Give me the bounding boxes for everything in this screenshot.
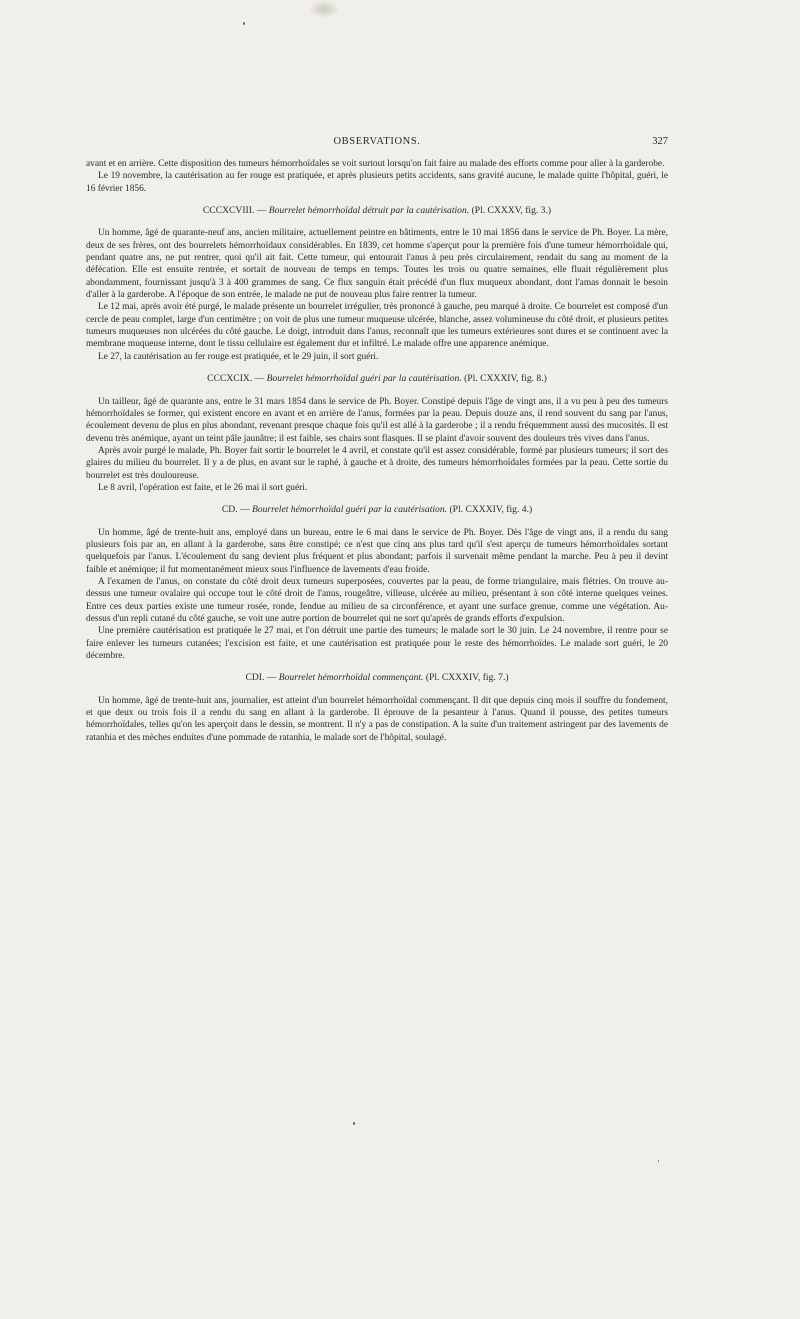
observation-number: CCCXCIX. — [207,373,265,385]
paragraph: Le 12 mai, après avoir été purgé, le malade présente un bourrelet irrégulier, très prononcé à gauche, peu marqué à droite. Ce bourrelet est composé d'un cercle de peau complet, large d'un centimètre ; on voit de plus une tumeur muqueuse ulcérée, blanche, assez volumineuse du côté droit, et plusieurs petites tumeurs muqueuses non ulcérées du côté gauche. Le doigt, introduit dans l'anus, reconnaît que les tumeurs extérieures sont dures et se continuent avec la membrane muqueuse interne, dont le tissu cellulaire est également dur et infiltré. Le malade offre une apparence anémique. [86,302,668,350]
observation-title: Bourrelet hémorrhoïdal guéri par la cautérisation. [266,373,462,385]
paragraph: Le 8 avril, l'opération est faite, et le 26 mai il sort guéri. [98,482,308,493]
observation-number: CCCXCVIII. — [202,205,267,217]
observation-title: Bourrelet hémorrhoïdal détruit par la cautérisation. [268,205,470,217]
plate-reference: (Pl. CXXXV, fig. 3.) [471,205,552,217]
paragraph: Un homme, âgé de trente-huit ans, employé dans un bureau, entre le 6 mai dans le service de Ph. Boyer. Dès l'âge de vingt ans, il a rendu du sang plusieurs fois par an, en allant à la garderobe, sans être constipé; ce n'est que cinq ans plus tard qu'il s'est aperçu de tumeurs hémorrhoïdales sortant quelquefois par l'anus. L'écoulement du sang devient plus fréquent et plus abondant; parfois il survenait même pendant la marche. Peu à peu il devint faible et anémique; il fut momentanément mieux sous l'influence de lavements d'eau froide. [86,527,668,575]
paragraph: Le 19 novembre, la cautérisation au fer rouge est pratiquée, et après plusieurs petits accidents, sans gravité aucune, le malade quitte l'hôpital, guéri, le 16 février 1856. [86,171,668,194]
observation-heading [86,373,668,385]
observation-number: CD. — [221,504,250,516]
observation-title: Bourrelet hémorrhoïdal commençant. [278,672,424,684]
scan-speck [243,22,245,25]
plate-reference: (Pl. CXXXIV, fig. 7.) [425,672,509,684]
paragraph: Une première cautérisation est pratiquée le 27 mai, et l'on détruit une partie des tumeurs; le malade sort le 30 juin. Le 24 novembre, il rentre pour se faire enlever les tumeurs cutanées; l'excision est faite, et une cautérisation est pratiquée pour le reste des hémorrhoïdes. Le malade sort guéri, le 20 décembre. [86,626,668,662]
observation-heading [86,672,668,684]
observation-heading [86,205,668,217]
observation-number: CDI. — [245,672,277,684]
running-header [86,136,668,152]
running-title: OBSERVATIONS. [333,136,421,147]
scan-speck [353,1122,355,1125]
scan-speck [658,1160,659,1162]
paragraph: Après avoir purgé le malade, Ph. Boyer fait sortir le bourrelet le 4 avril, et constate qu'il est assez considérable, formé par plusieurs tumeurs; il sort des glaires du milieu du bourrelet. Il y a de plus, en avant sur le raphé, à gauche et à droite, des tumeurs hémorrhoïdales formées par la peau. Cette sortie du bourrelet est très douloureuse. [86,445,668,481]
paragraph: Un homme, âgé de quarante-neuf ans, ancien militaire, actuellement peintre en bâtiments, entre le 10 mai 1856 dans le service de Ph. Boyer. La mère, deux de ses frères, ont des bourrelets hémorrhoïdaux considérables. En 1839, cet homme s'aperçut pour la première fois d'une tumeur hémorrhoïdale qui, pendant quatre ans, ne put rentrer, quoi qu'il ait fait. Cette tumeur, qui entourait l'anus à peu près circulairement, rendait du sang au moment de la défécation. Elle est ensuite rentrée, et sortait de nouveau de temps en temps. Toutes les trois ou quatre semaines, elle fluait régulièrement plus abondamment, fournissant jusqu'à 3 à 400 grammes de sang. Ce flux sanguin était précédé d'un flux muqueux abondant, dont l'amas donnait le besoin d'aller à la garderobe. A l'époque de son entrée, le malade ne put de nouveau plus faire rentrer la tumeur. [86,228,668,301]
plate-reference: (Pl. CXXXIV, fig. 4.) [449,504,533,516]
paragraph: avant et en arrière. Cette disposition des tumeurs hémorrhoïdales se voit surtout lorsqu'on fait faire au malade des efforts comme pour aller à la garderobe. [86,159,665,169]
paragraph: Le 27, la cautérisation au fer rouge est pratiquée, et le 29 juin, il sort guéri. [98,351,379,362]
paragraph: Un tailleur, âgé de quarante ans, entre le 31 mars 1854 dans le service de Ph. Boyer. Constipé depuis l'âge de vingt ans, il a vu peu à peu des tumeurs hémorrhoïdales se former, qui existent encore en avant et en arrière de l'anus, formées par la peau. Depuis douze ans, il rend souvent du sang par l'anus, écoulement devenu de plus en plus abondant, revenant presque chaque fois qu'il est allé à la garderobe ; il a rendu fréquemment aussi des mucosités. Il est devenu très anémique, ayant un teint pâle jaunâtre; il est faible, ses chairs sont flasques. Il se plaint d'avoir souvent des douleurs très vives dans l'anus. [86,396,668,444]
observation-heading [86,504,668,516]
plate-reference: (Pl. CXXXIV, fig. 8.) [464,373,547,385]
paragraph: A l'examen de l'anus, on constate du côté droit deux tumeurs superposées, couvertes par la peau, de forme triangulaire, mais flétries. On trouve au-dessus une tumeur ovalaire qui occupe tout le côté droit de l'anus, rougeâtre, villeuse, ulcérée au milieu, présentant à son côté interne quelques veines. Entre ces deux parties existe une tumeur rosée, ronde, fendue au milieu de sa circonférence, et ayant une surface grenue, comme une végétation. Au-dessus d'un repli cutané du côté gauche, se voit une autre portion de bourrelet qui ne sort qu'après de grands efforts d'expulsion. [86,576,668,624]
paragraph: Un homme, âgé de trente-huit ans, journalier, est atteint d'un bourrelet hémorrhoïdal commençant. Il dit que depuis cinq mois il souffre du fondement, et que deux ou trois fois il a rendu du sang en allant à la garderobe. Il éprouve de la pesanteur à l'anus. Quand il pousse, des petites tumeurs hémorrhoïdales, telles qu'on les aperçoit dans le dessin, se montrent. Il n'y a pas de constipation. A la suite d'un traitement astringent par des lavements de ratanhia et des mèches enduites d'une pommade de ratanhia, le malade sort de l'hôpital, soulagé. [86,695,668,743]
body-text [86,158,668,744]
observation-title: Bourrelet hémorrhoïdal guéri par la cautérisation. [251,504,448,516]
page-number: 327 [652,136,668,147]
scan-smudge [309,0,339,18]
